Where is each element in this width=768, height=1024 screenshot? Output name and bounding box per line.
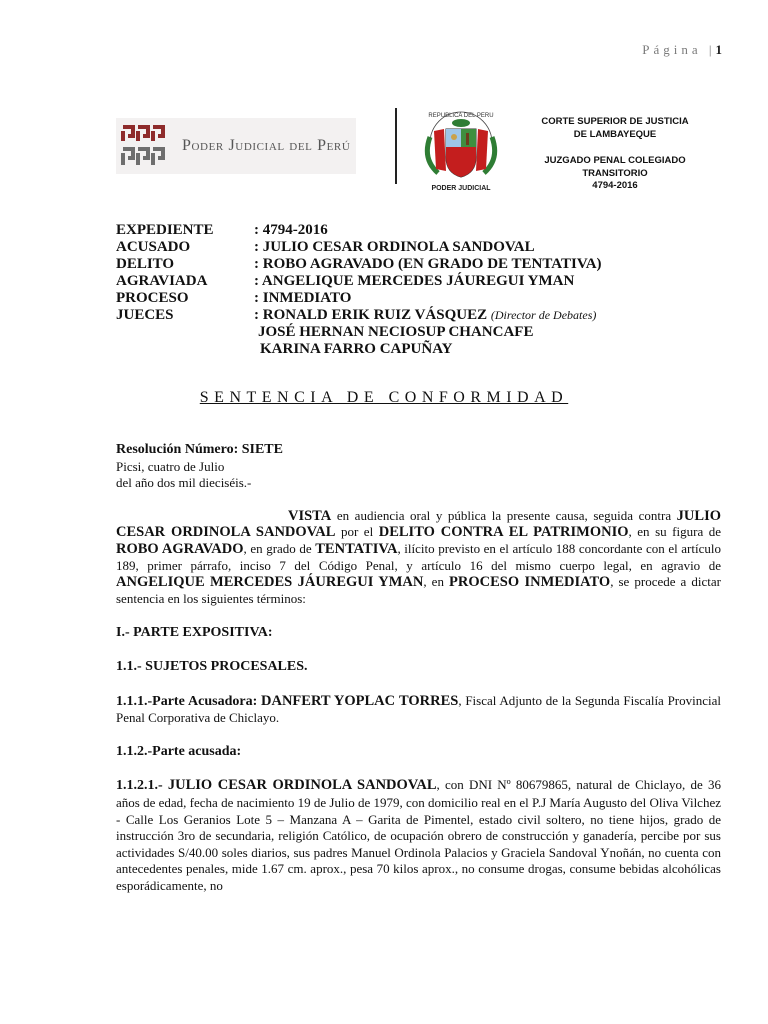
- seal-top-text: REPUBLICA DEL PERU: [428, 113, 494, 119]
- delito-row: [116, 256, 602, 273]
- section-heading-expositiva: I.- PARTE EXPOSITIVA:: [116, 625, 273, 641]
- acusado-row: [116, 239, 602, 256]
- acusado-detail-text: , con DNI Nº 80679865, natural de Chiclayo, de 36 años de edad, fecha de nacimiento 19 de Julio de 1979, con domicilio real en el P.J María Augusto del Oliva Vilchez - Calle Los Geranios Lote 5 – Manzana A – Garita de Pimentel, estado civil soltero, no tiene hijos, grado de instrucción 3ro de secundaria, religión Católico, de ocupación obrero de construcción y ganadería, percibe por sus actividades S/40.00 soles diarios, sus padres Manuel Ordinola Palacios y Graciela Sandoval Ynoñán, no cuenta con antecedentes penales, mide 1.67 cm. aprox., pesa 70 kilos aprox., no consume drogas, consume bebidas alcohólicas esporádicamente, no: [116, 777, 721, 893]
- agraviada-value: : ANGELIQUE MERCEDES JÁUREGUI YMAN: [254, 273, 575, 289]
- delito-value: : ROBO AGRAVADO (EN GRADO DE TENTATIVA): [254, 256, 602, 272]
- page-number-label: Página |: [642, 42, 716, 57]
- court-line-3: JUZGADO PENAL COLEGIADO: [544, 155, 686, 166]
- proceso-label: PROCESO: [116, 290, 189, 306]
- logo-text: Poder Judicial del Perú: [182, 137, 351, 154]
- delito-label: DELITO: [116, 256, 175, 272]
- proceso-row: [116, 290, 602, 307]
- proceso-value: : INMEDIATO: [254, 290, 352, 306]
- vista-paragraph: [116, 508, 721, 608]
- vista-s7: PROCESO INMEDIATO: [449, 574, 611, 591]
- page-number-value: 1: [715, 42, 722, 57]
- acusado-value: : JULIO CESAR ORDINOLA SANDOVAL: [254, 239, 535, 255]
- seal-bottom-text: PODER JUDICIAL: [431, 185, 491, 192]
- parte-acusadora-paragraph: [116, 693, 721, 727]
- resolution-year: del año dos mil dieciséis.-: [116, 475, 252, 491]
- poder-judicial-logo: [116, 118, 356, 174]
- poder-judicial-emblem-icon: [120, 123, 178, 169]
- juez-3: KARINA FARRO CAPUÑAY: [260, 341, 453, 357]
- page-number: [642, 42, 722, 58]
- acusado-detail-name: JULIO CESAR ORDINOLA SANDOVAL: [167, 777, 437, 794]
- section-heading-sujetos: 1.1.- SUJETOS PROCESALES.: [116, 658, 308, 674]
- resolution-place-date: Picsi, cuatro de Julio: [116, 458, 225, 474]
- jueces-label: JUECES: [116, 307, 174, 323]
- juez-1-note: (Director de Debates): [490, 308, 597, 322]
- vista-s1: VISTA: [288, 507, 332, 524]
- acusadora-text: , Fiscal Adjunto de la Segunda Fiscalía Provincial Penal Corporativa de Chiclayo.: [116, 692, 722, 726]
- agraviada-row: [116, 273, 602, 290]
- vista-t2: por el: [335, 524, 379, 540]
- vista-s3: DELITO CONTRA EL PATRIMONIO: [378, 524, 629, 541]
- vista-s4: ROBO AGRAVADO: [116, 540, 244, 557]
- acusadora-label: 1.1.1.-Parte Acusadora:: [116, 693, 258, 709]
- case-metadata: [116, 222, 602, 358]
- court-line-2: DE LAMBAYEQUE: [573, 128, 657, 140]
- vista-s5: TENTATIVA: [315, 540, 398, 557]
- vista-s6: ANGELIQUE MERCEDES JÁUREGUI YMAN: [116, 574, 424, 591]
- peru-coat-of-arms-seal: [420, 107, 502, 193]
- vista-t7: , se procede a dictar sentencia en los siguientes términos:: [116, 574, 721, 606]
- court-line-1: CORTE SUPERIOR DE JUSTICIA: [541, 116, 689, 127]
- document-body: [116, 442, 721, 894]
- acusado-detail-paragraph: [116, 777, 721, 894]
- court-line-5: 4794-2016: [592, 180, 638, 191]
- vista-t5: , ilícito previsto en el artículo 188 concordante con el artículo 189, primer párrafo, inciso 7 del Código Penal, y artículo 16 del mismo cuerpo legal, en agravio de: [116, 540, 721, 573]
- parte-acusada-heading: 1.1.2.-Parte acusada:: [116, 743, 242, 759]
- vista-s2: JULIO CESAR ORDINOLA SANDOVAL: [116, 507, 721, 541]
- expediente-value: : 4794-2016: [254, 222, 328, 238]
- resolution-number: Resolución Número: SIETE: [116, 442, 283, 457]
- header-divider: [395, 108, 397, 184]
- vista-t4: , en grado de: [243, 540, 316, 556]
- vista-t1: en audiencia oral y pública la presente causa, seguida contra: [331, 507, 677, 523]
- expediente-row: [116, 222, 602, 239]
- acusado-label: ACUSADO: [116, 239, 191, 255]
- juez-1: : RONALD ERIK RUIZ VÁSQUEZ: [254, 307, 488, 323]
- agraviada-label: AGRAVIADA: [116, 273, 208, 289]
- acusadora-name: DANFERT YOPLAC TORRES: [261, 692, 459, 709]
- court-line-4: TRANSITORIO: [582, 167, 648, 179]
- document-title: SENTENCIA DE CONFORMIDAD: [199, 389, 569, 406]
- vista-t3: , en su figura de: [628, 524, 722, 540]
- court-header: [520, 116, 710, 193]
- vista-t6: , en: [423, 574, 449, 590]
- juez-2: JOSÉ HERNAN NECIOSUP CHANCAFE: [258, 324, 534, 340]
- acusado-detail-label: 1.1.2.1.-: [116, 778, 163, 794]
- expediente-label: EXPEDIENTE: [116, 222, 214, 238]
- jueces-row: [116, 307, 602, 324]
